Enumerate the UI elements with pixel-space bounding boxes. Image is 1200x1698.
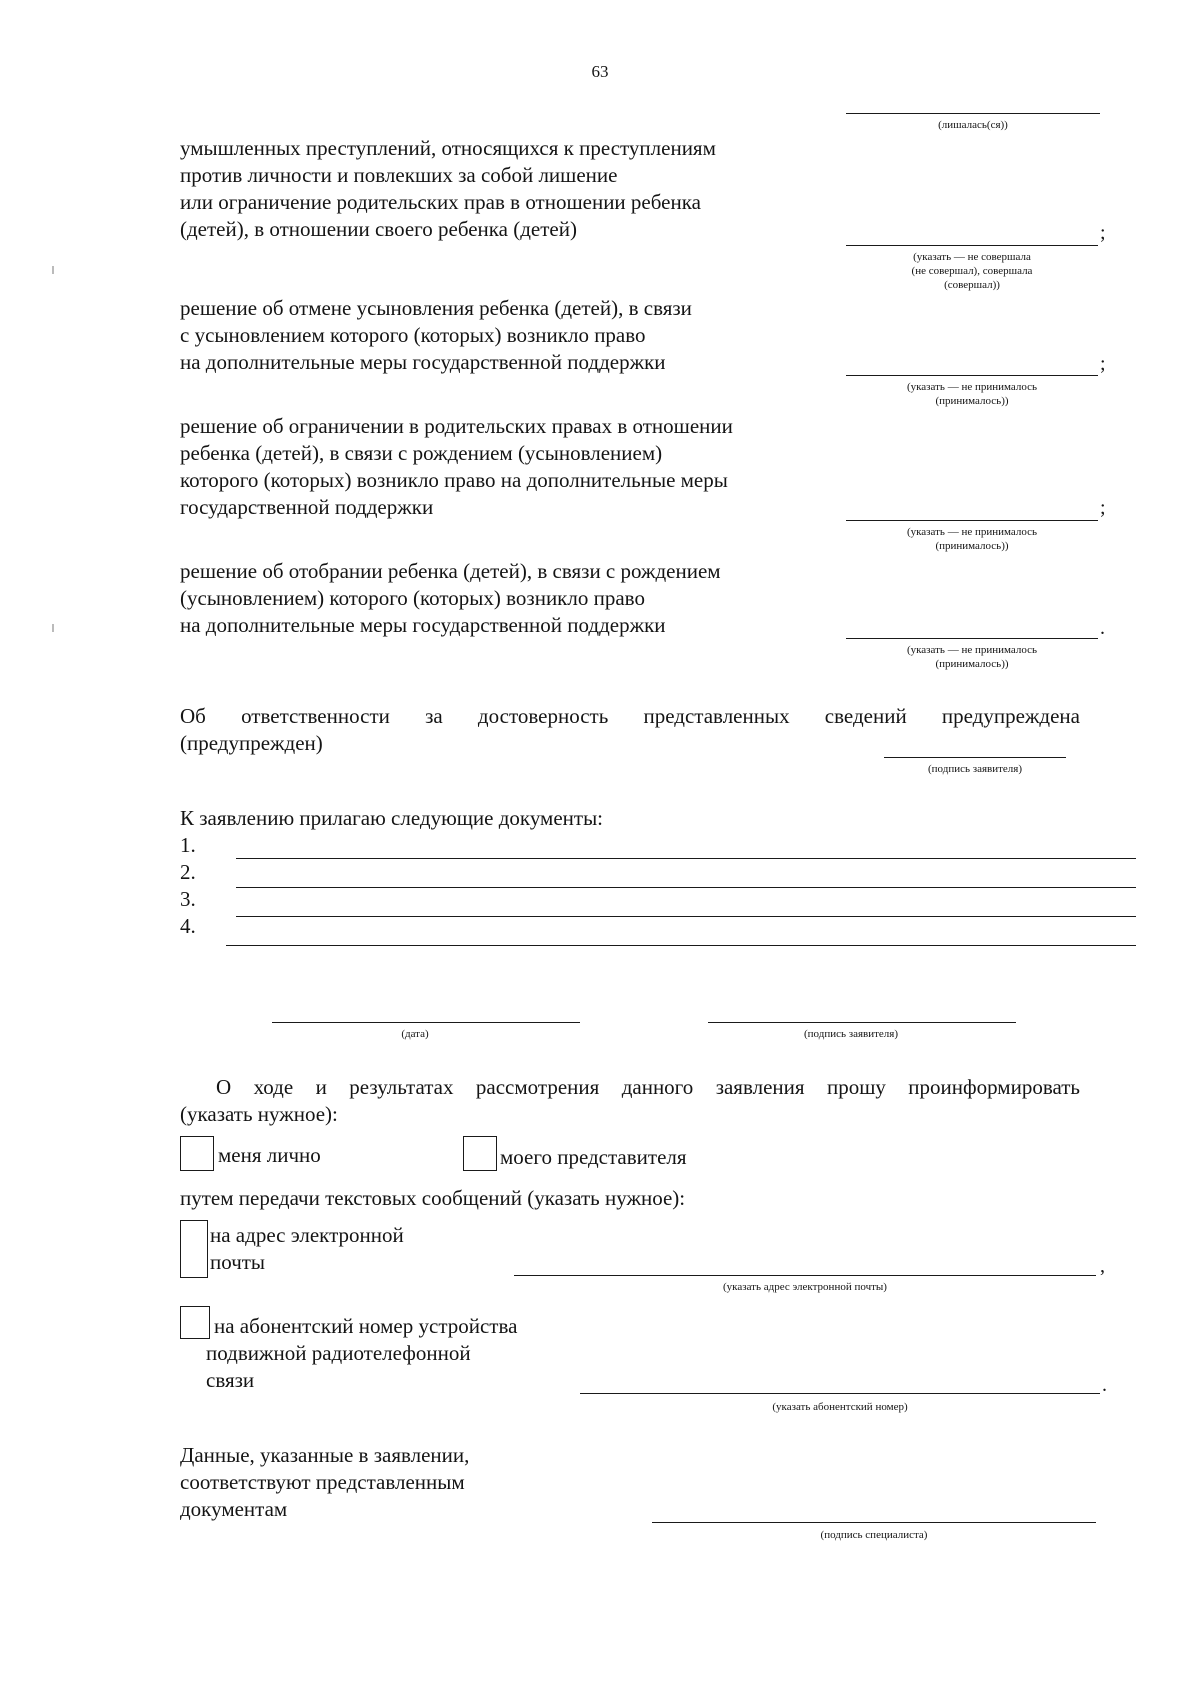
page-number: 63 — [591, 62, 609, 81]
field-line-crimes[interactable] — [846, 245, 1098, 246]
b3-caption-1: (указать — не принималось — [906, 526, 1038, 538]
b4-caption-1: (указать — не принималось — [906, 644, 1038, 656]
b1-caption-2: (не совершал), совершала — [911, 265, 1033, 277]
inform-line-1: О ходе и результатах рассмотрения данного заявления прошу проинформировать — [216, 1075, 1080, 1099]
responsibility-line-1: Об ответственности за достоверность представленных сведений предупреждена — [180, 704, 1080, 728]
caption-email: (указать адрес электронной почты) — [723, 1281, 887, 1293]
attachment-number-4: 4. — [180, 914, 196, 938]
b2-punct: ; — [1100, 353, 1106, 375]
b2-line-3: на дополнительные меры государственной поддержки — [180, 350, 666, 374]
scan-mark — [52, 624, 54, 632]
b3-line-3: которого (которых) возникло право на дополнительные меры — [180, 468, 728, 492]
field-line-phone[interactable] — [580, 1393, 1100, 1394]
label-email-1: на адрес электронной — [210, 1223, 404, 1247]
b4-line-1: решение об отобрании ребенка (детей), в связи с рождением — [180, 559, 721, 583]
caption-phone: (указать абонентский номер) — [772, 1401, 908, 1413]
attachment-number-2: 2. — [180, 860, 196, 884]
attachment-line-3[interactable] — [236, 916, 1136, 917]
field-line-restriction[interactable] — [846, 520, 1098, 521]
b4-line-3: на дополнительные меры государственной поддержки — [180, 613, 666, 637]
attachment-line-4[interactable] — [226, 945, 1136, 946]
b3-caption-2: (принималось)) — [935, 540, 1009, 552]
label-phone-1: на абонентский номер устройства — [214, 1314, 518, 1338]
field-line-specialist-signature[interactable] — [652, 1522, 1096, 1523]
b2-caption-1: (указать — не принималось — [906, 381, 1038, 393]
checkbox-email[interactable] — [180, 1220, 208, 1278]
b3-line-2: ребенка (детей), в связи с рождением (усыновлением) — [180, 441, 663, 465]
label-phone-3: связи — [206, 1368, 255, 1392]
field-line-applicant-signature-2[interactable] — [708, 1022, 1016, 1023]
caption-applicant-signature-2: (подпись заявителя) — [803, 1028, 899, 1040]
field-line-adoption-cancel[interactable] — [846, 375, 1098, 376]
b2-caption-2: (принималось)) — [935, 395, 1009, 407]
field-line-applicant-signature-1[interactable] — [884, 757, 1066, 758]
field-line-removal[interactable] — [846, 638, 1098, 639]
checkbox-phone[interactable] — [180, 1306, 210, 1339]
b1-line-2: против личности и повлекших за собой лишение — [180, 163, 618, 187]
attachment-line-2[interactable] — [236, 887, 1136, 888]
attachment-number-1: 1. — [180, 833, 196, 857]
specialist-line-3: документам — [180, 1497, 288, 1521]
responsibility-line-2: (предупрежден) — [180, 731, 323, 755]
b1-caption-3: (совершал)) — [944, 279, 1000, 291]
label-representative: моего представителя — [500, 1145, 687, 1169]
b3-punct: ; — [1100, 497, 1106, 519]
checkbox-personal[interactable] — [180, 1136, 214, 1171]
label-phone-2: подвижной радиотелефонной — [206, 1341, 471, 1365]
scan-mark — [52, 266, 54, 274]
email-punct: , — [1100, 1255, 1105, 1277]
caption-deprived: (лишалась(ся)) — [938, 119, 1008, 131]
b1-line-3: или ограничение родительских прав в отношении ребенка — [180, 190, 701, 214]
specialist-line-1: Данные, указанные в заявлении, — [180, 1443, 470, 1467]
field-line-date[interactable] — [272, 1022, 580, 1023]
b3-line-1: решение об ограничении в родительских правах в отношении — [180, 414, 733, 438]
specialist-line-2: соответствуют представленным — [180, 1470, 465, 1494]
b1-line-4: (детей), в отношении своего ребенка (детей) — [180, 217, 577, 241]
label-personal: меня лично — [218, 1143, 321, 1167]
field-line-deprived[interactable] — [846, 113, 1100, 114]
field-line-email[interactable] — [514, 1275, 1096, 1276]
b1-line-1: умышленных преступлений, относящихся к преступлениям — [180, 136, 716, 160]
b4-caption-2: (принималось)) — [935, 658, 1009, 670]
b3-line-4: государственной поддержки — [180, 495, 434, 519]
b4-line-2: (усыновлением) которого (которых) возникло право — [180, 586, 645, 610]
inform-line-2: (указать нужное): — [180, 1102, 338, 1126]
b4-punct: . — [1100, 617, 1105, 639]
b1-caption-1: (указать — не совершала — [913, 251, 1031, 263]
caption-specialist-signature: (подпись специалиста) — [820, 1529, 928, 1541]
b2-line-1: решение об отмене усыновления ребенка (детей), в связи — [180, 296, 692, 320]
caption-date: (дата) — [401, 1028, 429, 1040]
attachment-number-3: 3. — [180, 887, 196, 911]
attachment-line-1[interactable] — [236, 858, 1136, 859]
b1-punct: ; — [1100, 222, 1106, 244]
phone-punct: . — [1102, 1374, 1107, 1396]
attachments-heading: К заявлению прилагаю следующие документы: — [180, 806, 604, 830]
label-email-2: почты — [210, 1250, 266, 1274]
by-text-messages: путем передачи текстовых сообщений (указать нужное): — [180, 1186, 686, 1210]
caption-applicant-signature-1: (подпись заявителя) — [927, 763, 1023, 775]
b2-line-2: с усыновлением которого (которых) возникло право — [180, 323, 646, 347]
checkbox-representative[interactable] — [463, 1136, 497, 1171]
